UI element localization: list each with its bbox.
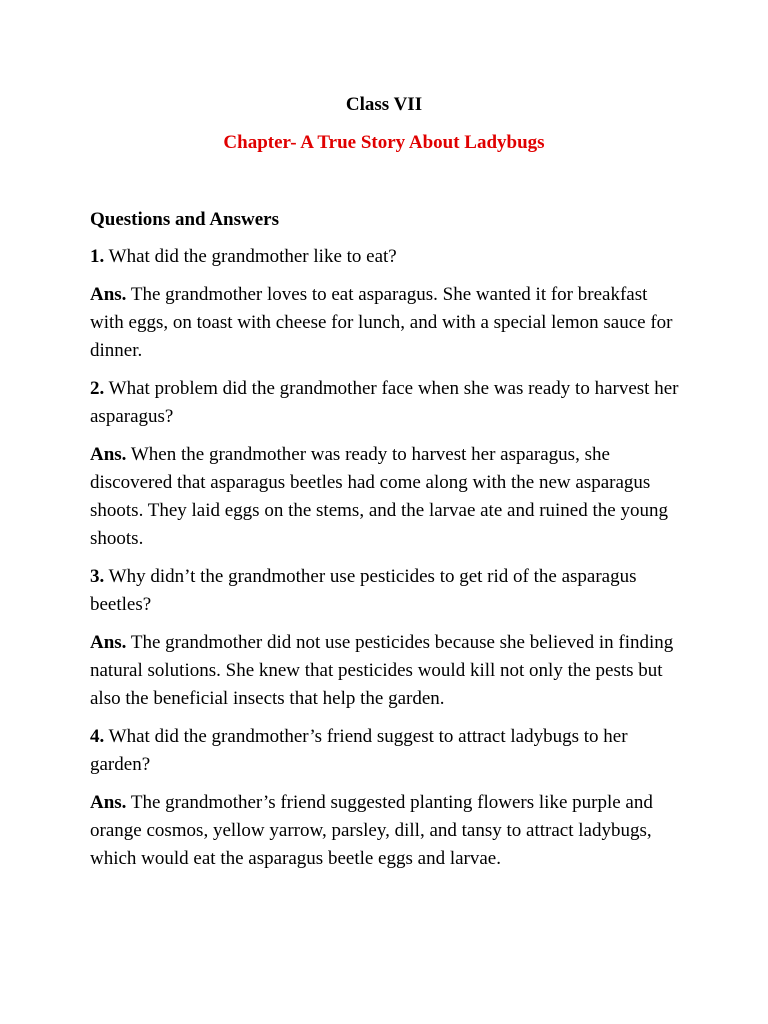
- qa-content: [90, 206, 680, 883]
- class-title: Class VII: [345, 94, 423, 115]
- question-number: 4.: [90, 726, 105, 747]
- answer-label: Ans.: [90, 632, 127, 653]
- question-number: 3.: [90, 566, 105, 587]
- qa-item-2: [90, 375, 680, 553]
- question-text: What problem did the grandmother face when she was ready to harvest her asparagus?: [90, 378, 679, 427]
- answer-4: [90, 789, 680, 873]
- question-text: What did the grandmother like to eat?: [108, 246, 397, 267]
- answer-2: [90, 441, 680, 553]
- question-4: [90, 723, 680, 779]
- qa-item-4: [90, 723, 680, 873]
- qa-item-3: [90, 563, 680, 713]
- answer-text: The grandmother did not use pesticides because she believed in finding natural solutions. She knew that pesticides would kill not only the pests but also the beneficial insects that help the garden.: [90, 632, 674, 709]
- answer-label: Ans.: [90, 792, 127, 813]
- question-number: 1.: [90, 246, 105, 267]
- section-heading: Questions and Answers: [90, 209, 279, 230]
- answer-text: The grandmother loves to eat asparagus. She wanted it for breakfast with eggs, on toast with cheese for lunch, and with a special lemon sauce for dinner.: [90, 284, 673, 361]
- question-3: [90, 563, 680, 619]
- answer-text: The grandmother’s friend suggested planting flowers like purple and orange cosmos, yellow yarrow, parsley, dill, and tansy to attract ladybugs, which would eat the asparagus beetle eggs and larvae.: [90, 792, 653, 869]
- answer-1: [90, 281, 680, 365]
- question-text: Why didn’t the grandmother use pesticides to get rid of the asparagus beetles?: [90, 566, 637, 615]
- chapter-title: Chapter- A True Story About Ladybugs: [223, 132, 545, 153]
- question-2: [90, 375, 680, 431]
- answer-label: Ans.: [90, 284, 127, 305]
- question-1: [90, 243, 680, 271]
- question-number: 2.: [90, 378, 105, 399]
- answer-3: [90, 629, 680, 713]
- qa-item-1: [90, 243, 680, 365]
- answer-text: When the grandmother was ready to harvest her asparagus, she discovered that asparagus beetles had come along with the new asparagus shoots. They laid eggs on the stems, and the larvae ate and ruined the young shoots.: [90, 444, 668, 549]
- question-text: What did the grandmother’s friend suggest to attract ladybugs to her garden?: [90, 726, 628, 775]
- answer-label: Ans.: [90, 444, 127, 465]
